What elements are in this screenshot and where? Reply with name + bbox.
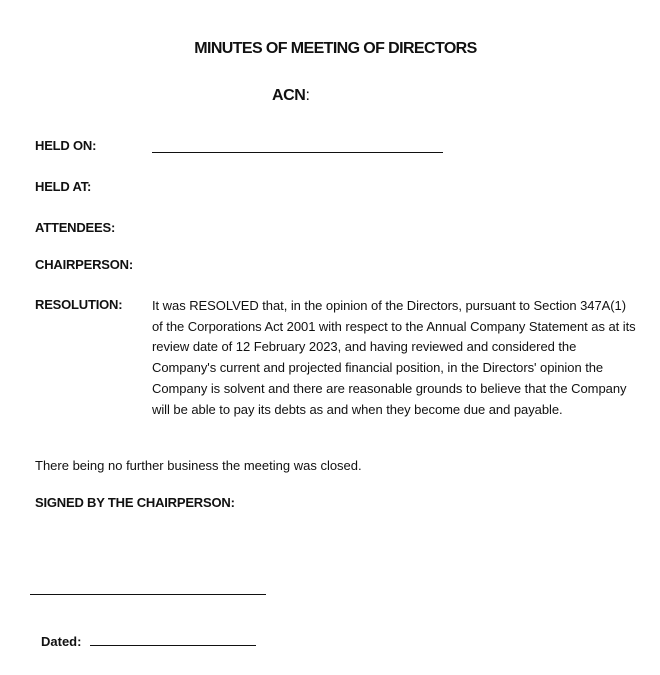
resolution-label: RESOLUTION:	[35, 297, 123, 312]
held-on-blank-line	[152, 152, 443, 153]
held-at-label: HELD AT:	[35, 179, 92, 194]
acn-label: ACN	[272, 87, 306, 104]
dated-label: Dated:	[41, 634, 82, 649]
signature-line	[30, 594, 266, 595]
closing-statement: There being no further business the meeting was closed.	[35, 458, 362, 473]
dated-blank-line	[90, 645, 256, 646]
signed-by-chairperson-label: SIGNED BY THE CHAIRPERSON:	[35, 495, 235, 510]
held-on-label: HELD ON:	[35, 138, 97, 153]
attendees-label: ATTENDEES:	[35, 220, 116, 235]
resolution-text: It was RESOLVED that, in the opinion of the Directors, pursuant to Section 347A(1) of the Corporations Act 2001 with respect to the Annual Company Statement as at its review date of 12 February 2023, and having reviewed and considered the Company's current and projected financial position, in the Directors' opinion the Company is solvent and there are reasonable grounds to believe that the Company will be able to pay its debts as and when they become due and payable.	[152, 298, 636, 417]
acn-line	[272, 87, 310, 105]
document-title: MINUTES OF MEETING OF DIRECTORS	[194, 40, 477, 57]
chairperson-label: CHAIRPERSON:	[35, 257, 133, 272]
acn-colon: :	[305, 87, 310, 104]
